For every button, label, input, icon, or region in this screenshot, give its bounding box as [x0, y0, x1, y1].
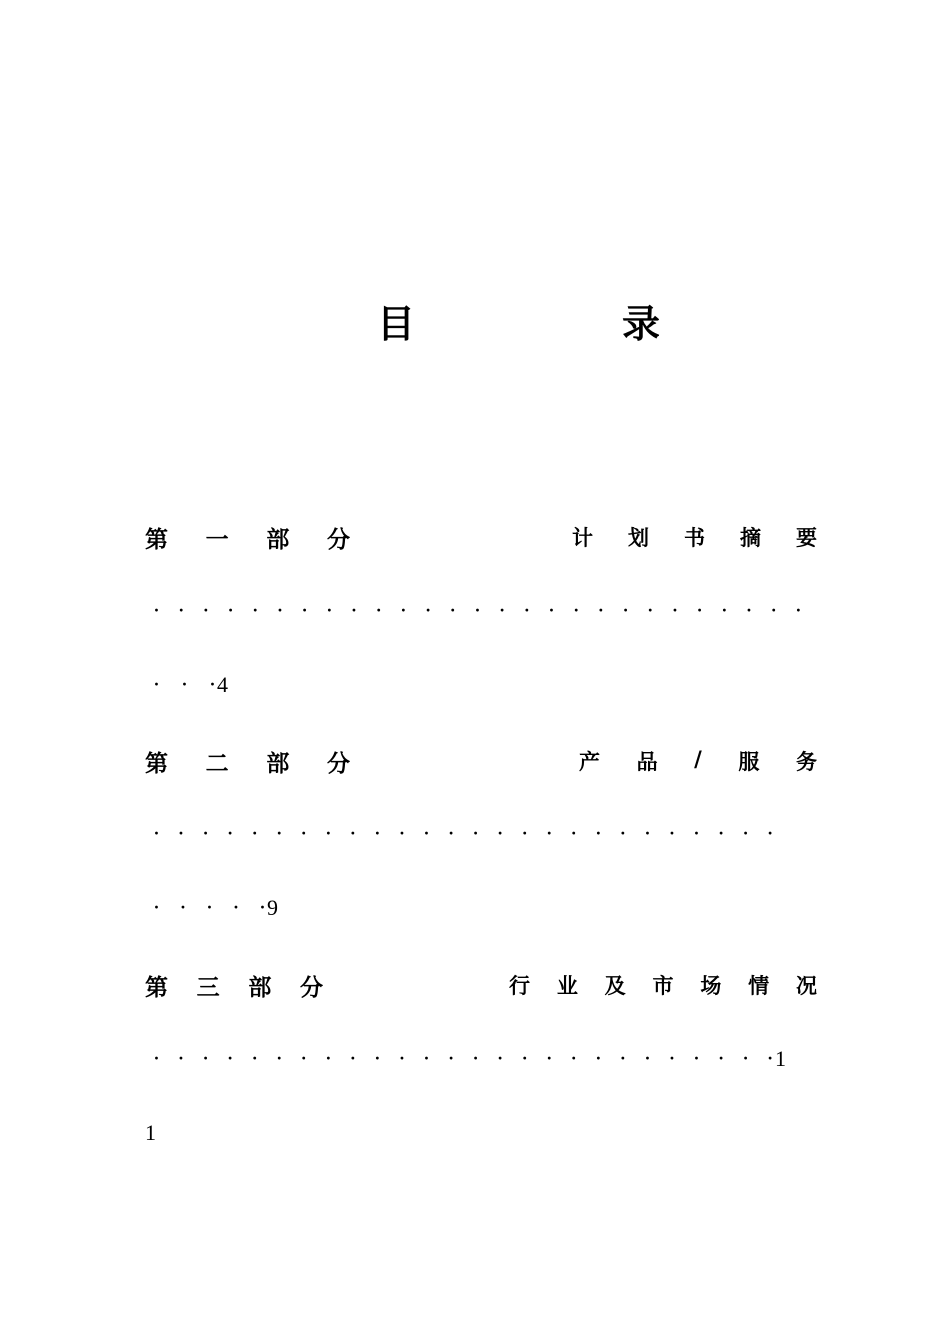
leader-dot: ·	[548, 598, 555, 624]
toc-leader-dots	[153, 1047, 773, 1072]
leader-dot: ·	[696, 598, 704, 624]
leader-dot: ·	[473, 598, 481, 624]
toc-page-number: 9	[267, 895, 278, 920]
toc-title-char: 及	[604, 973, 626, 998]
leader-dot: ·	[643, 821, 651, 847]
toc-part-char: 第	[145, 973, 168, 1001]
leader-dot: ·	[671, 598, 679, 624]
leader-dot: ·	[742, 821, 750, 847]
leader-dot: ·	[447, 821, 455, 847]
toc-title-char: 划	[628, 525, 649, 550]
toc-title-char: 市	[652, 973, 674, 998]
toc-leader-line	[145, 591, 817, 631]
toc-part-char: 分	[326, 749, 350, 777]
toc-part-label	[145, 521, 350, 554]
toc-title-char: 产	[579, 749, 600, 774]
leader-dot: ·	[594, 821, 602, 847]
toc-title-left: 目	[377, 301, 416, 346]
leader-dot: ·	[373, 1046, 381, 1072]
leader-dot: ·	[179, 895, 187, 921]
leader-dot: ·	[226, 1046, 234, 1072]
toc-entry-heading[interactable]	[145, 517, 817, 557]
toc-title-char: 业	[556, 973, 578, 998]
toc-title-char: 服	[738, 749, 760, 774]
toc-title-char: 品	[636, 749, 658, 774]
leader-dot: ·	[324, 821, 332, 847]
leader-dot: ·	[251, 598, 259, 624]
leader-dot: ·	[570, 821, 578, 847]
toc-section-title	[509, 970, 817, 1000]
leader-dot: ·	[717, 1046, 725, 1072]
leader-dot: ·	[398, 821, 406, 847]
leader-dot: ·	[545, 1046, 553, 1072]
leader-dot: ·	[177, 598, 185, 624]
leader-dot: ·	[153, 821, 160, 847]
toc-title-right: 录	[622, 301, 661, 346]
toc-entry-heading[interactable]	[145, 741, 817, 781]
leader-dot: ·	[251, 821, 259, 847]
leader-dot: ·	[181, 672, 188, 698]
leader-dot: ·	[619, 821, 627, 847]
toc-part-label	[145, 969, 323, 1002]
leader-dot: ·	[153, 598, 160, 624]
leader-dot: ·	[496, 1046, 504, 1072]
leader-dot: ·	[717, 821, 725, 847]
toc-section-title	[579, 746, 817, 776]
leader-dot: ·	[619, 1046, 627, 1072]
toc-title-char: 行	[509, 973, 530, 998]
leader-dot: ·	[153, 672, 160, 698]
leader-dot: ·	[643, 1046, 651, 1072]
toc-part-char: 第	[145, 749, 168, 777]
leader-dot: ·	[349, 821, 357, 847]
toc-title-char: 书	[684, 525, 705, 550]
leader-dot: ·	[766, 821, 774, 847]
leader-dot: ·	[424, 598, 432, 624]
leader-dot: ·	[498, 598, 506, 624]
leader-dot: ·	[202, 821, 210, 847]
toc-leader-line-continued	[145, 665, 817, 705]
leader-dot: ·	[209, 672, 216, 698]
leader-dot: ·	[668, 1046, 676, 1072]
leader-dot: ·	[227, 598, 235, 624]
leader-dot: ·	[449, 598, 457, 624]
leader-dot: ·	[350, 598, 358, 624]
leader-dot: ·	[202, 598, 210, 624]
toc-title-char: 务	[795, 749, 817, 774]
leader-dot: ·	[572, 598, 580, 624]
toc-part-char: 分	[326, 525, 350, 553]
leader-dot: ·	[496, 821, 504, 847]
leader-dot: ·	[232, 895, 240, 921]
leader-dot: ·	[622, 598, 630, 624]
leader-dot: ·	[206, 895, 213, 921]
toc-leader-dots	[153, 896, 265, 921]
leader-dot: ·	[794, 598, 802, 624]
toc-part-char: 一	[205, 525, 229, 553]
leader-dot: ·	[742, 1046, 750, 1072]
leader-dot: ·	[153, 1046, 160, 1072]
leader-dot: ·	[259, 895, 266, 921]
toc-title-char: 要	[796, 525, 817, 550]
leader-dot: ·	[646, 598, 654, 624]
toc-page-number: 1	[775, 1046, 786, 1071]
toc-title-char: /	[694, 746, 702, 771]
leader-dot: ·	[766, 1046, 774, 1072]
toc-leader-line-continued	[145, 888, 817, 928]
leader-dot: ·	[177, 821, 185, 847]
leader-dot: ·	[423, 1046, 431, 1072]
leader-dot: ·	[349, 1046, 357, 1072]
leader-dot: ·	[521, 821, 529, 847]
toc-page-number: 4	[217, 672, 228, 697]
leader-dot: ·	[301, 598, 309, 624]
leader-dot: ·	[521, 1046, 529, 1072]
toc-leader-dots	[153, 673, 215, 698]
leader-dot: ·	[472, 821, 480, 847]
leader-dot: ·	[447, 1046, 455, 1072]
toc-part-char: 部	[248, 973, 272, 1001]
leader-dot: ·	[545, 821, 553, 847]
toc-part-label	[145, 745, 350, 778]
leader-dot: ·	[324, 1046, 332, 1072]
toc-part-char: 三	[196, 973, 220, 1001]
toc-part-char: 部	[266, 525, 290, 553]
toc-entry-heading[interactable]	[145, 965, 817, 1005]
toc-title-char: 情	[748, 973, 770, 998]
leader-dot: ·	[275, 1046, 283, 1072]
toc-title-char: 摘	[740, 525, 761, 550]
leader-dot: ·	[594, 1046, 602, 1072]
leader-dot: ·	[668, 821, 676, 847]
leader-dot: ·	[570, 1046, 578, 1072]
leader-dot: ·	[300, 821, 308, 847]
leader-dot: ·	[693, 1046, 701, 1072]
leader-dot: ·	[597, 598, 605, 624]
leader-dot: ·	[398, 1046, 406, 1072]
leader-dot: ·	[720, 598, 728, 624]
toc-leader-dots	[153, 822, 773, 847]
leader-dot: ·	[300, 1046, 308, 1072]
leader-dot: ·	[770, 598, 778, 624]
toc-part-char: 分	[299, 973, 323, 1001]
leader-dot: ·	[275, 821, 283, 847]
leader-dot: ·	[693, 821, 701, 847]
leader-dot: ·	[375, 598, 383, 624]
leader-dot: ·	[745, 598, 753, 624]
toc-title-char: 计	[572, 525, 593, 550]
leader-dot: ·	[423, 821, 431, 847]
leader-dot: ·	[177, 1046, 185, 1072]
leader-dot: ·	[325, 598, 333, 624]
toc-section-title	[572, 522, 817, 552]
leader-dot: ·	[523, 598, 531, 624]
toc-part-char: 二	[205, 749, 229, 777]
leader-dot: ·	[202, 1046, 210, 1072]
leader-dot: ·	[472, 1046, 480, 1072]
toc-title-char: 场	[700, 973, 722, 998]
toc-leader-dots	[153, 599, 801, 624]
toc-title-char: 况	[795, 973, 817, 998]
toc-leader-line	[145, 1039, 817, 1079]
toc-page-number: 1	[145, 1120, 156, 1145]
leader-dot: ·	[399, 598, 407, 624]
leader-dot: ·	[226, 821, 234, 847]
toc-part-char: 第	[145, 525, 168, 553]
toc-leader-line-continued	[145, 1113, 817, 1153]
leader-dot: ·	[373, 821, 381, 847]
leader-dot: ·	[276, 598, 284, 624]
toc-part-char: 部	[266, 749, 290, 777]
leader-dot: ·	[153, 895, 160, 921]
toc-leader-line	[145, 814, 817, 854]
leader-dot: ·	[251, 1046, 259, 1072]
